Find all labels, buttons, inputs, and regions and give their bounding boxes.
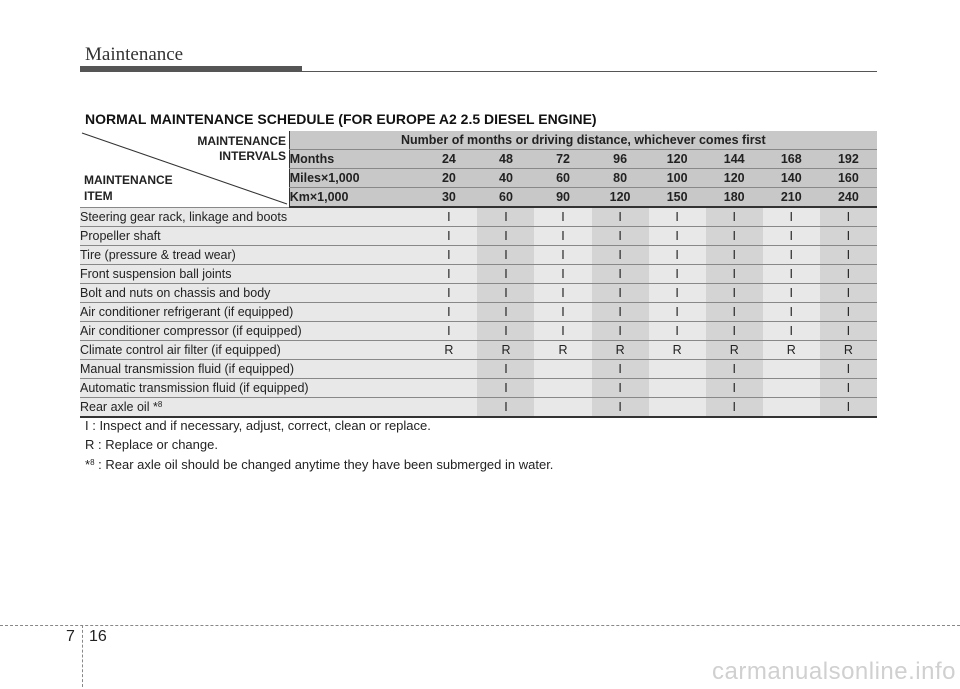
schedule-value-cell [763,398,820,418]
schedule-value-cell: I [820,398,877,418]
schedule-value-cell: R [820,341,877,360]
schedule-value-cell: R [592,341,649,360]
schedule-value-cell: I [763,284,820,303]
schedule-value-cell: I [477,303,534,322]
schedule-value-cell: I [706,246,763,265]
maintenance-schedule-table [80,131,877,418]
footer-dashed-rule [0,625,960,626]
interval-value-cell: 240 [820,188,877,208]
schedule-value-cell: I [649,303,706,322]
schedule-value-cell: I [592,303,649,322]
schedule-value-cell [420,398,477,418]
schedule-value-cell: R [763,341,820,360]
item-name-cell [80,322,420,341]
schedule-value-cell: I [763,265,820,284]
schedule-value-cell [534,379,591,398]
schedule-value-cell: I [592,379,649,398]
footnote-sup: 8 [90,458,95,467]
item-name-cell [80,379,420,398]
table-row [80,360,877,379]
schedule-value-cell: I [763,246,820,265]
schedule-value-cell: I [706,303,763,322]
note-footnote [85,454,553,475]
schedule-value-cell: I [592,398,649,418]
table-corner-header [80,131,289,207]
schedule-value-cell: I [649,322,706,341]
item-name: Propeller shaft [80,229,161,243]
schedule-value-cell: I [420,227,477,246]
item-name: Rear axle oil * [80,400,158,414]
schedule-value-cell: R [534,341,591,360]
schedule-value-cell: I [706,398,763,418]
schedule-value-cell: I [534,265,591,284]
schedule-value-cell: I [649,246,706,265]
schedule-value-cell: I [592,322,649,341]
schedule-value-cell [763,379,820,398]
watermark-text: carmanualsonline.info [712,658,956,685]
interval-value-cell: 120 [649,150,706,169]
schedule-value-cell: I [592,284,649,303]
schedule-value-cell: I [706,227,763,246]
schedule-value-cell [534,360,591,379]
schedule-value-cell: I [477,265,534,284]
corner-intervals-label: MAINTENANCE INTERVALS [197,134,286,163]
schedule-title: NORMAL MAINTENANCE SCHEDULE (FOR EUROPE A2 2.5 DIESEL ENGINE) [85,111,597,127]
note-inspect: I : Inspect and if necessary, adjust, correct, clean or replace. [85,418,431,433]
schedule-value-cell: I [820,284,877,303]
schedule-value-cell [763,360,820,379]
schedule-value-cell: R [477,341,534,360]
footnote-mark: * [85,457,91,472]
schedule-value-cell: I [763,303,820,322]
schedule-value-cell: I [763,227,820,246]
item-name-cell [80,360,420,379]
schedule-value-cell: I [534,246,591,265]
interval-value-cell: 30 [420,188,477,208]
item-name: Steering gear rack, linkage and boots [80,210,288,224]
schedule-value-cell: I [592,360,649,379]
schedule-value-cell: I [592,265,649,284]
item-name-cell [80,341,420,360]
schedule-value-cell: I [706,379,763,398]
item-name: Tire (pressure & tread wear) [80,248,236,262]
schedule-value-cell: I [706,207,763,227]
schedule-value-cell: I [420,246,477,265]
schedule-value-cell: I [649,265,706,284]
table-row [80,246,877,265]
schedule-value-cell: I [820,360,877,379]
header-rule-thick [80,66,302,72]
schedule-value-cell: I [534,303,591,322]
footer-dashed-divider [82,625,83,687]
schedule-value-cell: R [420,341,477,360]
table-row [80,207,877,227]
interval-value-cell: 60 [534,169,591,188]
header-row-span [80,131,877,150]
schedule-value-cell: I [477,360,534,379]
schedule-value-cell: I [420,303,477,322]
table-row [80,303,877,322]
legend-notes [85,417,553,475]
corner-item-label: MAINTENANCE ITEM [84,173,173,203]
interval-value-cell: 120 [706,169,763,188]
schedule-value-cell: I [534,227,591,246]
item-name-cell [80,265,420,284]
schedule-value-cell: I [820,246,877,265]
interval-value-cell: 210 [763,188,820,208]
interval-value-cell: 60 [477,188,534,208]
item-name-cell [80,398,420,418]
schedule-value-cell [420,379,477,398]
table-row [80,398,877,418]
note-replace: R : Replace or change. [85,436,218,452]
interval-value-cell: 144 [706,150,763,169]
interval-row-label: Km×1,000 [289,188,420,208]
schedule-value-cell: I [534,207,591,227]
schedule-value-cell: I [706,322,763,341]
interval-value-cell: 100 [649,169,706,188]
schedule-value-cell: I [420,265,477,284]
item-name-cell [80,284,420,303]
item-name-cell [80,303,420,322]
interval-value-cell: 180 [706,188,763,208]
interval-value-cell: 48 [477,150,534,169]
schedule-value-cell: I [420,207,477,227]
page-chapter-number: 7 [66,628,75,645]
schedule-value-cell: R [706,341,763,360]
schedule-value-cell: I [820,207,877,227]
schedule-value-cell: I [820,322,877,341]
interval-value-cell: 168 [763,150,820,169]
schedule-value-cell: I [649,207,706,227]
schedule-value-cell: I [706,284,763,303]
table-row [80,341,877,360]
schedule-value-cell [649,398,706,418]
item-name: Manual transmission fluid (if equipped) [80,362,294,376]
interval-value-cell: 120 [592,188,649,208]
schedule-value-cell: I [420,284,477,303]
interval-row-label: Months [289,150,420,169]
schedule-value-cell: I [649,284,706,303]
item-name-cell [80,246,420,265]
interval-span-header: Number of months or driving distance, whichever comes first [289,131,877,150]
item-footnote-sup: 8 [157,400,163,409]
schedule-value-cell: I [534,284,591,303]
section-title: Maintenance [85,44,184,65]
interval-value-cell: 72 [534,150,591,169]
interval-value-cell: 96 [592,150,649,169]
interval-row-label: Miles×1,000 [289,169,420,188]
schedule-value-cell: I [477,207,534,227]
table-row [80,322,877,341]
schedule-value-cell: I [592,227,649,246]
table-row [80,284,877,303]
item-name-cell [80,207,420,227]
schedule-value-cell: I [477,379,534,398]
schedule-value-cell: I [477,284,534,303]
item-name: Air conditioner refrigerant (if equipped) [80,305,294,319]
item-name: Climate control air filter (if equipped) [80,343,281,357]
table-row [80,265,877,284]
item-name: Automatic transmission fluid (if equipped) [80,381,309,395]
schedule-value-cell: I [477,227,534,246]
schedule-value-cell: I [706,265,763,284]
schedule-value-cell: I [477,246,534,265]
schedule-value-cell [649,379,706,398]
schedule-value-cell [649,360,706,379]
schedule-value-cell: I [820,379,877,398]
schedule-value-cell: I [592,207,649,227]
schedule-value-cell: I [820,303,877,322]
interval-value-cell: 192 [820,150,877,169]
schedule-value-cell [534,398,591,418]
interval-value-cell: 24 [420,150,477,169]
table-row [80,227,877,246]
header-rule-thin [302,71,877,72]
interval-value-cell: 20 [420,169,477,188]
item-name-cell [80,227,420,246]
item-name: Bolt and nuts on chassis and body [80,286,271,300]
schedule-value-cell: R [649,341,706,360]
schedule-value-cell: I [592,246,649,265]
schedule-value-cell: I [420,322,477,341]
schedule-value-cell: I [649,227,706,246]
interval-value-cell: 140 [763,169,820,188]
interval-value-cell: 40 [477,169,534,188]
schedule-value-cell: I [820,227,877,246]
page-number: 16 [89,628,107,645]
schedule-value-cell: I [820,265,877,284]
interval-value-cell: 160 [820,169,877,188]
schedule-value-cell: I [477,322,534,341]
schedule-value-cell: I [477,398,534,418]
schedule-value-cell: I [706,360,763,379]
schedule-value-cell: I [534,322,591,341]
item-name: Front suspension ball joints [80,267,232,281]
interval-value-cell: 80 [592,169,649,188]
item-name: Air conditioner compressor (if equipped) [80,324,302,338]
schedule-value-cell [420,360,477,379]
footnote-text: : Rear axle oil should be changed anytime they have been submerged in water. [94,457,554,472]
schedule-value-cell: I [763,322,820,341]
interval-value-cell: 90 [534,188,591,208]
schedule-value-cell: I [763,207,820,227]
table-row [80,379,877,398]
interval-value-cell: 150 [649,188,706,208]
